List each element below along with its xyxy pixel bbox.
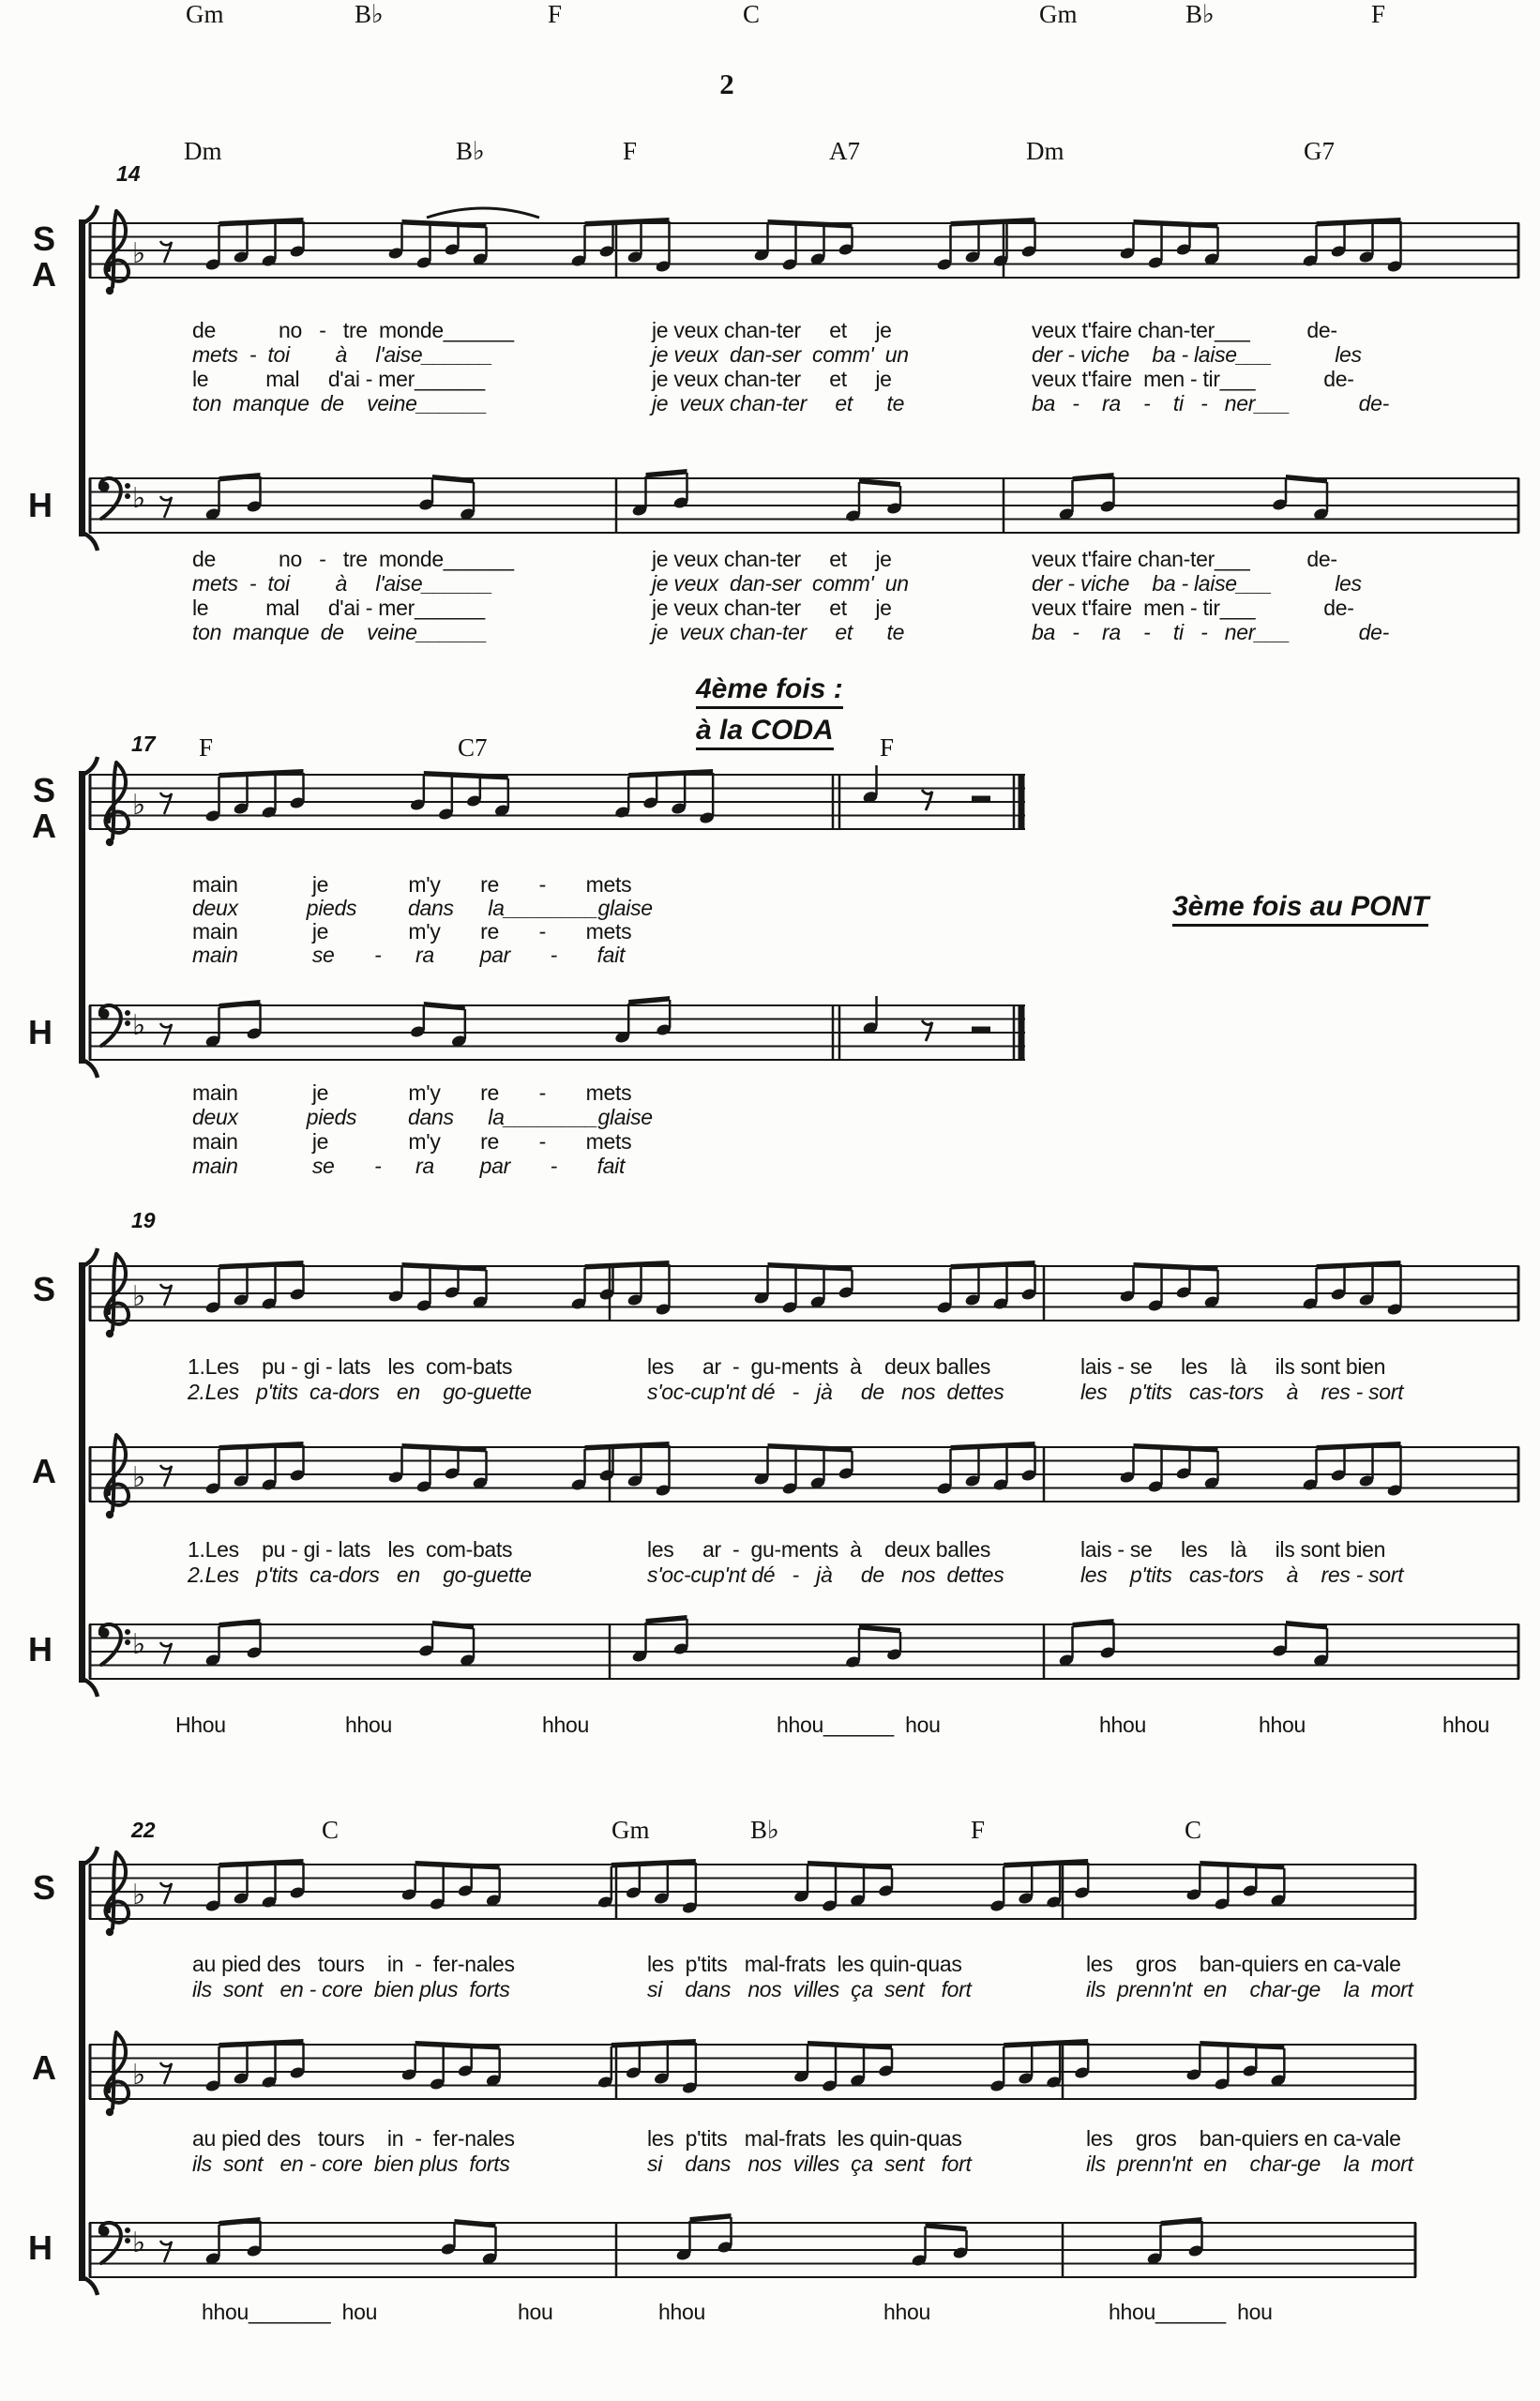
lyric-syllables: hhou______ hou (1109, 2300, 1273, 2324)
lyric-line (0, 596, 1540, 620)
key-signature-flat-icon: ♭ (132, 2227, 146, 2259)
lyric-syllables: mets - toi à l'aise______ (192, 342, 493, 367)
voice-label-homme: H (28, 1630, 53, 1669)
eighth-rest-icon (160, 793, 172, 814)
lyric-syllables: main se - ra par - fait (192, 943, 626, 967)
lyric-line (0, 1105, 1540, 1129)
lyric-line (0, 1354, 1540, 1379)
lyric-syllables: s'oc-cup'nt dé - jà de nos dettes (647, 1563, 1004, 1587)
lyric-line (0, 620, 1540, 644)
lyric-line (0, 2300, 1540, 2324)
slur-arc (427, 208, 539, 218)
chord-symbol: B♭ (750, 1816, 779, 1844)
key-signature-flat-icon: ♭ (132, 1628, 146, 1661)
lyric-syllables: main se - ra par - fait (192, 1154, 626, 1178)
lyric-syllables: je veux dan-ser comm' un (652, 342, 909, 367)
lyric-syllables: si dans nos villes ça sent fort (647, 1977, 972, 2001)
chord-symbol: Gm (1039, 0, 1078, 28)
lyric-line (0, 1537, 1540, 1562)
lyric-syllables: veux t'faire men - tir___ de- (1032, 367, 1354, 391)
lyric-syllables: hhou (542, 1713, 589, 1737)
chord-symbol: F (199, 733, 214, 762)
measure-number: 19 (131, 1208, 156, 1232)
annotation-coda: à la CODA (696, 715, 834, 750)
lyric-syllables: je veux dan-ser comm' un (652, 571, 909, 596)
eighth-rest-icon (160, 1642, 172, 1664)
lyric-syllables: les p'tits cas-tors à res - sort (1080, 1380, 1404, 1404)
lyric-line (0, 1952, 1540, 1976)
chord-symbol: C (743, 0, 761, 28)
lyric-syllables: ba - ra - ti - ner___ de- (1032, 620, 1389, 644)
lyric-syllables: le mal d'ai - mer______ (192, 596, 485, 620)
lyric-syllables: au pied des tours in - fer-nales (192, 2126, 515, 2151)
lyric-syllables: s'oc-cup'nt dé - jà de nos dettes (647, 1380, 1004, 1404)
chord-symbol: F (548, 0, 563, 28)
key-signature-flat-icon: ♭ (132, 789, 146, 822)
lyric-syllables: les ar - gu-ments à deux balles (647, 1354, 991, 1379)
lyric-syllables: 1.Les pu - gi - lats les com-bats (188, 1537, 513, 1562)
lyric-syllables: ils sont en - core bien plus forts (192, 1977, 510, 2001)
lyric-syllables: ils prenn'nt en char-ge la mort (1086, 1977, 1413, 2001)
lyric-syllables: ils sont en - core bien plus forts (192, 2152, 510, 2176)
lyric-syllables: les p'tits cas-tors à res - sort (1080, 1563, 1404, 1587)
key-signature-flat-icon: ♭ (132, 1009, 146, 1042)
voice-label-homme: H (28, 2228, 53, 2267)
lyric-syllables: les gros ban-quiers en ca-vale (1086, 2126, 1401, 2151)
lyric-line (0, 1977, 1540, 2001)
lyric-syllables: ton manque de veine______ (192, 620, 488, 644)
measure-number: 17 (131, 732, 156, 756)
lyric-syllables: les ar - gu-ments à deux balles (647, 1537, 991, 1562)
lyric-syllables: je veux chan-ter et te (652, 391, 905, 415)
lyric-syllables: je veux chan-ter et te (652, 620, 905, 644)
lyric-syllables: hhou_______ hou (202, 2300, 378, 2324)
voice-label-homme: H (28, 1013, 53, 1051)
lyric-line (0, 318, 1540, 342)
chord-symbol: C7 (458, 733, 488, 762)
lyric-syllables: les p'tits mal-frats les quin-quas (647, 2126, 962, 2151)
lyric-line (0, 1154, 1540, 1178)
eighth-rest-icon (160, 1882, 172, 1904)
chord-symbol: F (971, 1816, 986, 1844)
lyric-syllables: 2.Les p'tits ca-dors en go-guette (188, 1380, 532, 1404)
lyric-syllables: hhou______ hou (777, 1713, 941, 1737)
lyric-line (0, 342, 1540, 367)
lyric-line (0, 1129, 1540, 1154)
lyric-syllables: le mal d'ai - mer______ (192, 367, 485, 391)
measure-number: 14 (116, 161, 141, 186)
eighth-rest-icon (160, 1284, 172, 1306)
lyric-line (0, 547, 1540, 571)
lyric-syllables: deux pieds dans la________glaise (192, 1105, 653, 1129)
voice-label-alto: A (32, 807, 56, 845)
chord-symbol: B♭ (355, 0, 384, 28)
lyric-syllables: der - viche ba - laise___ les (1032, 342, 1362, 367)
lyric-syllables: Hhou (175, 1713, 226, 1737)
chord-symbol: Dm (184, 137, 222, 165)
chord-symbol: C (322, 1816, 340, 1844)
lyric-line (0, 1380, 1540, 1404)
lyric-syllables: hhou (345, 1713, 392, 1737)
lyric-syllables: 1.Les pu - gi - lats les com-bats (188, 1354, 513, 1379)
lyric-syllables: veux t'faire men - tir___ de- (1032, 596, 1354, 620)
lyric-syllables: je veux chan-ter et je (652, 318, 892, 342)
lyric-syllables: ba - ra - ti - ner___ de- (1032, 391, 1389, 415)
lyric-syllables: hhou (1259, 1713, 1306, 1737)
lyric-syllables: 2.Les p'tits ca-dors en go-guette (188, 1563, 532, 1587)
voice-label-soprano: S (32, 1270, 55, 1308)
lyric-syllables: main je m'y re - mets (192, 872, 632, 897)
lyric-line (0, 1080, 1540, 1105)
lyric-syllables: je veux chan-ter et je (652, 547, 892, 571)
lyric-syllables: main je m'y re - mets (192, 919, 632, 944)
lyric-syllables: veux t'faire chan-ter___ de- (1032, 547, 1337, 571)
lyric-line (0, 2126, 1540, 2151)
lyric-syllables: je veux chan-ter et je (652, 367, 892, 391)
lyric-syllables: hou (518, 2300, 553, 2324)
key-signature-flat-icon: ♭ (132, 2059, 146, 2091)
chord-symbol: C (1185, 1816, 1202, 1844)
lyric-line (0, 943, 1540, 967)
lyric-syllables: de no - tre monde______ (192, 547, 514, 571)
chord-symbol: F (880, 733, 895, 762)
lyric-syllables: je veux chan-ter et je (652, 596, 892, 620)
voice-label-homme: H (28, 486, 53, 524)
chord-symbol: F (623, 137, 638, 165)
lyric-syllables: hhou (1442, 1713, 1489, 1737)
chord-symbol: B♭ (456, 137, 485, 165)
lyric-syllables: hhou (883, 2300, 930, 2324)
lyric-line (0, 367, 1540, 391)
eighth-rest-icon (160, 2062, 172, 2084)
eighth-rest-icon (160, 1023, 172, 1045)
chord-symbol: Gm (611, 1816, 650, 1844)
chord-symbol: B♭ (1185, 0, 1215, 28)
lyric-syllables: deux pieds dans la________glaise (192, 896, 653, 920)
voice-label-soprano: S (32, 771, 55, 809)
system-bracket (79, 1861, 85, 2281)
eighth-rest-icon (160, 2241, 172, 2262)
lyric-syllables: main je m'y re - mets (192, 1080, 632, 1105)
lyric-syllables: les gros ban-quiers en ca-vale (1086, 1952, 1401, 1976)
lyric-syllables: mets - toi à l'aise______ (192, 571, 493, 596)
lyric-line (0, 1563, 1540, 1587)
measure-number: 22 (131, 1818, 156, 1842)
chord-symbol: Gm (186, 0, 224, 28)
voice-label-alto: A (32, 2048, 56, 2087)
page-number: 2 (719, 68, 734, 100)
voice-label-alto: A (32, 1452, 56, 1490)
eighth-rest-icon (160, 241, 172, 263)
chord-symbol: Dm (1026, 137, 1064, 165)
lyric-syllables: lais - se les là ils sont bien (1080, 1354, 1386, 1379)
lyric-line (0, 391, 1540, 415)
lyric-syllables: main je m'y re - mets (192, 1129, 632, 1154)
lyric-syllables: hhou (1099, 1713, 1146, 1737)
key-signature-flat-icon: ♭ (132, 1461, 146, 1494)
lyric-line (0, 1713, 1540, 1737)
eighth-rest-icon (160, 1465, 172, 1487)
lyric-syllables: veux t'faire chan-ter___ de- (1032, 318, 1337, 342)
eighth-rest-icon (160, 496, 172, 518)
lyric-syllables: ils prenn'nt en char-ge la mort (1086, 2152, 1413, 2176)
lyric-syllables: de no - tre monde______ (192, 318, 514, 342)
chord-symbol: G7 (1304, 137, 1335, 165)
lyric-syllables: lais - se les là ils sont bien (1080, 1537, 1386, 1562)
voice-label-soprano: S (32, 219, 55, 258)
lyric-syllables: les p'tits mal-frats les quin-quas (647, 1952, 962, 1976)
key-signature-flat-icon: ♭ (132, 1879, 146, 1911)
chord-symbol: A7 (829, 137, 860, 165)
annotation-third-time-pont: 3ème fois au PONT (1172, 891, 1428, 927)
lyric-syllables: der - viche ba - laise___ les (1032, 571, 1362, 596)
key-signature-flat-icon: ♭ (132, 237, 146, 270)
lyric-syllables: si dans nos villes ça sent fort (647, 2152, 972, 2176)
annotation-fourth-time: 4ème fois : (696, 673, 843, 709)
lyric-syllables: ton manque de veine______ (192, 391, 488, 415)
lyric-line (0, 571, 1540, 596)
lyric-syllables: au pied des tours in - fer-nales (192, 1952, 515, 1976)
chord-symbol: F (1371, 0, 1386, 28)
lyric-line (0, 2152, 1540, 2176)
key-signature-flat-icon: ♭ (132, 482, 146, 515)
system-bracket (79, 1262, 85, 1683)
voice-label-alto: A (32, 255, 56, 294)
key-signature-flat-icon: ♭ (132, 1280, 146, 1313)
voice-label-soprano: S (32, 1868, 55, 1907)
lyric-syllables: hhou (658, 2300, 705, 2324)
